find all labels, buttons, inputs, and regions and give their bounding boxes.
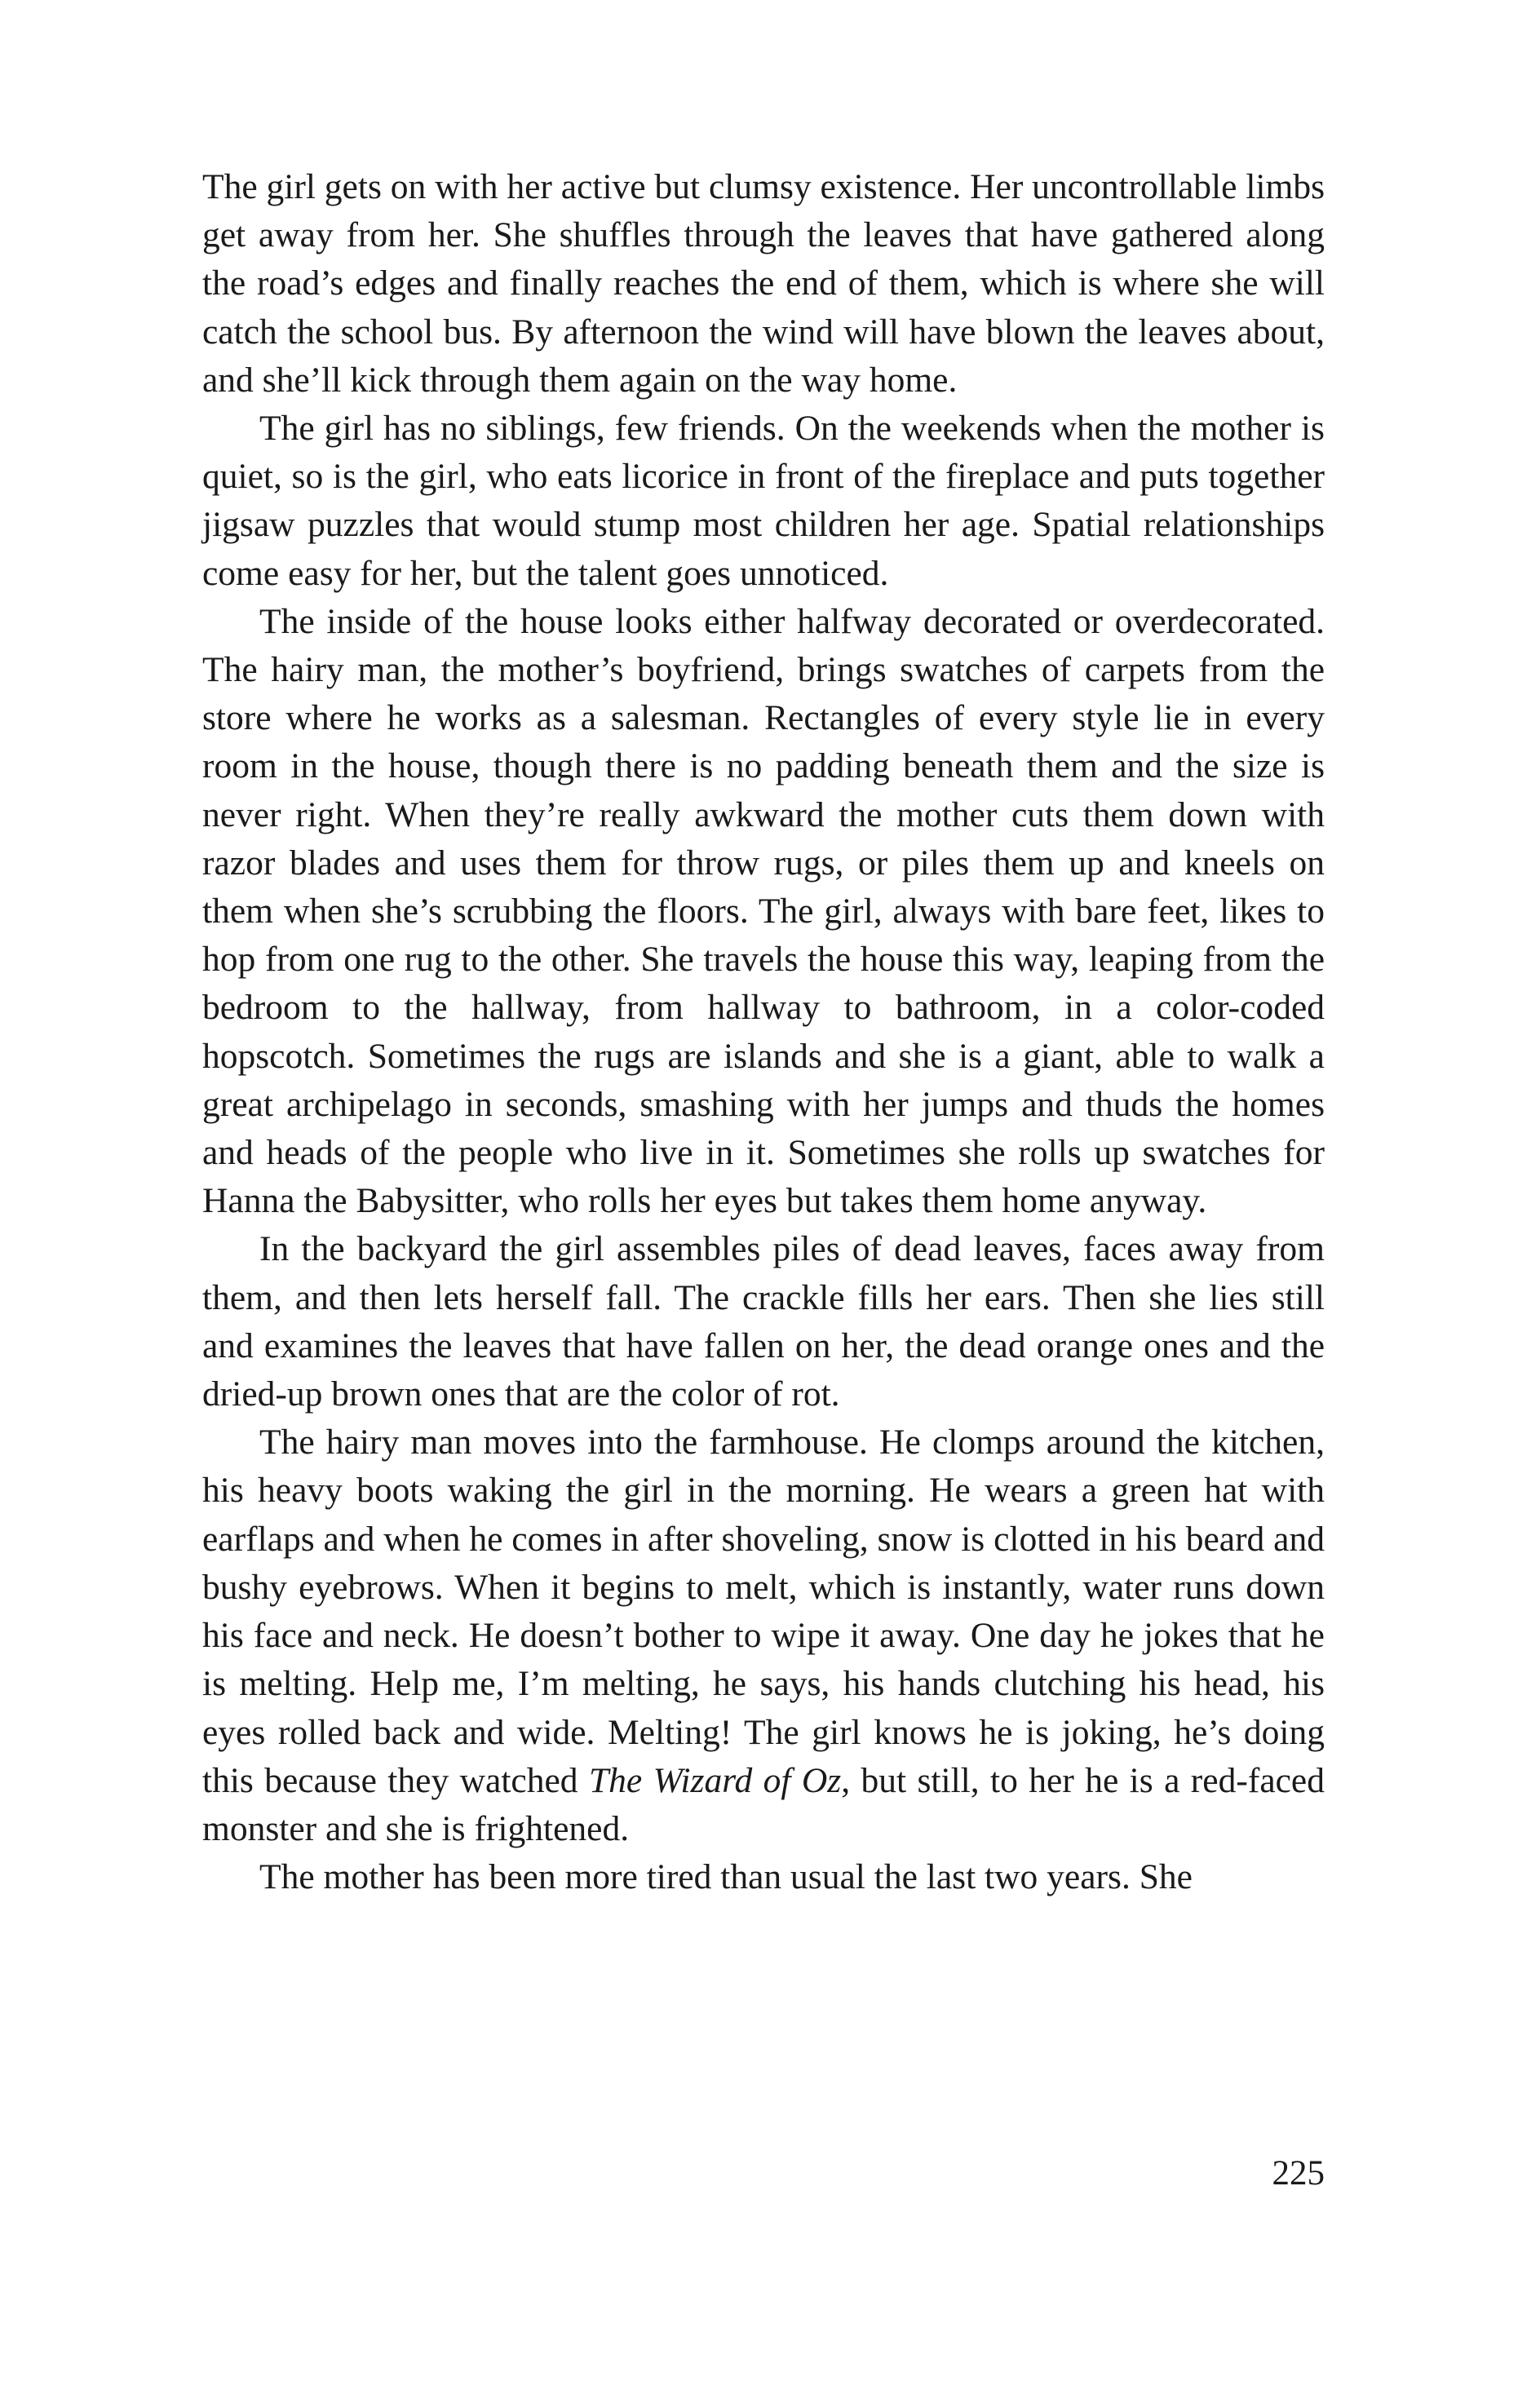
paragraph-2: The girl has no siblings, few friends. On the weekends when the mother is quiet, so is the girl, who eats licorice in front of the fireplace and puts together jigsaw puzzles that would stump most children her age. Spatial relationships come easy for her, but the talent goes unnoticed. — [202, 409, 1325, 593]
paragraph-4: In the backyard the girl assembles piles of dead leaves, faces away from them, and then lets herself fall. The crackle fills her ears. Then she lies still and examines the leaves that have fallen on her, the dead orange ones and the dried-up brown ones that are the color of rot. — [202, 1229, 1325, 1414]
page-number: 225 — [1272, 2154, 1325, 2193]
paragraph-5-text: The hairy man moves into the farmhouse. He clomps around the kitchen, his heavy boots waking the girl in the morning. He wears a green hat with earflaps and when he comes in after shoveling, snow is clotted in his beard and bushy eyebrows. When it begins to melt, which is instantly, water runs down his face and neck. He doesn’t bother to wipe it away. One day he jokes that he is melting. Help me, I’m melting, he says, his hands clutching his head, his eyes rolled back and wide. Melting! The girl knows he is joking, he’s doing this because they watched — [202, 1423, 1325, 1800]
paragraph-3: The inside of the house looks either halfway decorated or overdecorated. The hairy man, the mother’s boyfriend, brings swatches of carpets from the store where he works as a salesman. Rectangles of every style lie in every room in the house, though there is no padding beneath them and the size is never right. When they’re really awkward the mother cuts them down with razor blades and uses them for throw rugs, or piles them up and kneels on them when she’s scrubbing the floors. The girl, always with bare feet, likes to hop from one rug to the other. She travels the house this way, leaping from the bedroom to the hallway, from hallway to bathroom, in a color-coded hopscotch. Sometimes the rugs are islands and she is a giant, able to walk a great archipelago in seconds, smashing with her jumps and thuds the homes and heads of the people who live in it. Sometimes she rolls up swatches for Hanna the Babysitter, who rolls her eyes but takes them home anyway. — [202, 601, 1325, 1221]
paragraph-1: The girl gets on with her active but clumsy existence. Her uncontrollable limbs get away from her. She shuffles through the leaves that have gathered along the road’s edges and finally reaches the end of them, which is where she will catch the school bus. By afternoon the wind will have blown the leaves about, and she’ll kick through them again on the way home. — [202, 167, 1325, 400]
paragraph-5-tail: , but still, to her he is a red-faced monster and she is frightened. — [202, 1760, 1325, 1848]
body-text — [202, 163, 1325, 1901]
paragraph-5 — [202, 1418, 1325, 1853]
book-title-italic: The Wizard of Oz — [588, 1760, 842, 1800]
paragraph-6: The mother has been more tired than usual the last two years. She — [259, 1857, 1193, 1897]
